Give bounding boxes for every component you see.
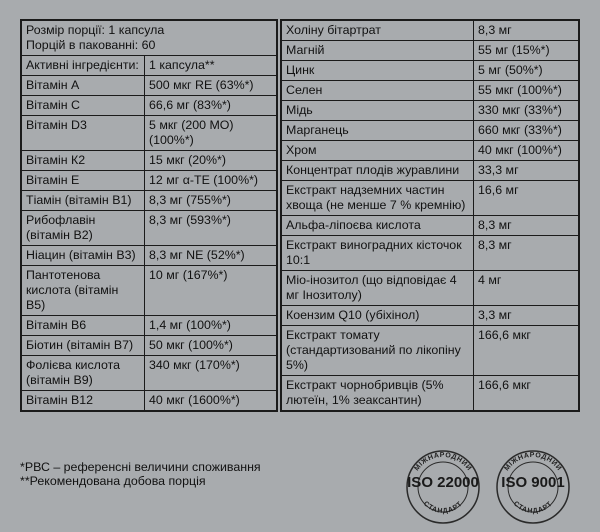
serving-info-row xyxy=(21,20,277,56)
ingredient-value: 15 мкг (20%*) xyxy=(145,151,278,171)
table-row xyxy=(281,20,579,41)
table-row xyxy=(21,246,277,266)
ingredient-name: Екстракт виноградних кісточок 10:1 xyxy=(281,236,474,271)
table-row xyxy=(21,191,277,211)
footnote-rvs: *РВС – референсні величини споживання xyxy=(20,460,261,474)
ingredient-name: Екстракт чорнобривців (5% лютеїн, 1% зеаксантин) xyxy=(281,376,474,412)
ingredient-value: 10 мг (167%*) xyxy=(145,266,278,316)
table-row xyxy=(281,306,579,326)
column-header-row xyxy=(21,56,277,76)
table-row xyxy=(281,41,579,61)
ingredient-name: Міо-інозитол (що відповідає 4 мг Інозитолу) xyxy=(281,271,474,306)
table-row xyxy=(281,101,579,121)
table-row xyxy=(281,181,579,216)
footnote-daily-portion: **Рекомендована добова порція xyxy=(20,474,206,488)
ingredient-name: Екстракт надземних частин хвоща (не менше 7 % кремнію) xyxy=(281,181,474,216)
table-row xyxy=(281,376,579,412)
table-row xyxy=(281,121,579,141)
ingredient-name: Біотин (вітамін В7) xyxy=(21,336,145,356)
ingredient-value: 40 мкг (1600%*) xyxy=(145,391,278,412)
ingredient-value: 8,3 мг (593%*) xyxy=(145,211,278,246)
ingredient-name: Марганець xyxy=(281,121,474,141)
seal-number: ISO 22000 xyxy=(407,474,479,491)
serving-size: Розмір порції: 1 капсула xyxy=(26,23,165,37)
ingredient-name: Екстракт томату (стандартизований по лікопіну 5%) xyxy=(281,326,474,376)
ingredient-name: Магній xyxy=(281,41,474,61)
seal-number: ISO 9001 xyxy=(501,474,565,491)
ingredient-name: Мідь xyxy=(281,101,474,121)
table-row xyxy=(281,81,579,101)
ingredient-name: Концентрат плодів журавлини xyxy=(281,161,474,181)
table-row xyxy=(21,116,277,151)
svg-text:СТАНДАРТ xyxy=(512,500,554,515)
ingredient-name: Вітамін С xyxy=(21,96,145,116)
ingredient-name: Пантотенова кислота (вітамін В5) xyxy=(21,266,145,316)
iso-22000-seal xyxy=(400,447,486,527)
ingredient-value: 16,6 мг xyxy=(474,181,580,216)
ingredient-name: Фолієва кислота (вітамін В9) xyxy=(21,356,145,391)
table-row xyxy=(21,211,277,246)
table-row xyxy=(21,356,277,391)
table-row xyxy=(21,96,277,116)
table-row xyxy=(21,316,277,336)
ingredient-name: Вітамін В12 xyxy=(21,391,145,412)
ingredient-value: 1,4 мг (100%*) xyxy=(145,316,278,336)
table-row xyxy=(281,141,579,161)
right-nutrition-table xyxy=(280,19,580,412)
ingredient-value: 33,3 мг xyxy=(474,161,580,181)
ingredient-value: 5 мкг (200 МО) (100%*) xyxy=(145,116,278,151)
table-row xyxy=(21,171,277,191)
ingredient-name: Вітамін D3 xyxy=(21,116,145,151)
ingredient-value: 55 мг (15%*) xyxy=(474,41,580,61)
table-row xyxy=(21,336,277,356)
ingredient-value: 166,6 мкг xyxy=(474,326,580,376)
ingredient-name: Вітамін В6 xyxy=(21,316,145,336)
table-row xyxy=(281,326,579,376)
table-row xyxy=(281,271,579,306)
ingredient-value: 66,6 мг (83%*) xyxy=(145,96,278,116)
ingredient-value: 8,3 мг xyxy=(474,20,580,41)
table-row xyxy=(21,266,277,316)
ingredient-value: 50 мкг (100%*) xyxy=(145,336,278,356)
servings-per-pack: Порцій в пакованні: 60 xyxy=(26,38,156,52)
ingredient-value: 5 мг (50%*) xyxy=(474,61,580,81)
ingredient-value: 8,3 мг (755%*) xyxy=(145,191,278,211)
table-row xyxy=(281,161,579,181)
iso-9001-seal xyxy=(490,447,576,527)
ingredient-value: 3,3 мг xyxy=(474,306,580,326)
ingredient-name: Хром xyxy=(281,141,474,161)
seal-bottom-text: СТАНДАРТ xyxy=(421,500,465,516)
ingredient-value: 660 мкг (33%*) xyxy=(474,121,580,141)
ingredient-name: Ніацин (вітамін В3) xyxy=(21,246,145,266)
header-per-capsule: 1 капсула** xyxy=(145,56,278,76)
ingredient-value: 166,6 мкг xyxy=(474,376,580,412)
ingredient-name: Цинк xyxy=(281,61,474,81)
ingredient-value: 40 мкг (100%*) xyxy=(474,141,580,161)
left-nutrition-table xyxy=(20,19,278,412)
ingredient-name: Коензим Q10 (убіхінол) xyxy=(281,306,474,326)
ingredient-name: Вітамін К2 xyxy=(21,151,145,171)
ingredient-value: 12 мг α-TE (100%*) xyxy=(145,171,278,191)
ingredient-value: 330 мкг (33%*) xyxy=(474,101,580,121)
ingredient-name: Альфа-ліпоєва кислота xyxy=(281,216,474,236)
seal-top-text: МІЖНАРОДНИЙ xyxy=(503,451,563,473)
table-row xyxy=(21,391,277,412)
ingredient-name: Тіамін (вітамін В1) xyxy=(21,191,145,211)
ingredient-value: 340 мкг (170%*) xyxy=(145,356,278,391)
ingredient-value: 500 мкг RE (63%*) xyxy=(145,76,278,96)
table-row xyxy=(21,151,277,171)
ingredient-value: 4 мг xyxy=(474,271,580,306)
table-row xyxy=(281,216,579,236)
header-active-ingredients: Активні інгредієнти: xyxy=(21,56,145,76)
ingredient-value: 8,3 мг NE (52%*) xyxy=(145,246,278,266)
table-row xyxy=(281,61,579,81)
ingredient-value: 55 мкг (100%*) xyxy=(474,81,580,101)
ingredient-name: Рибофлавін (вітамін В2) xyxy=(21,211,145,246)
ingredient-name: Вітамін Е xyxy=(21,171,145,191)
table-row xyxy=(21,76,277,96)
serving-info xyxy=(21,20,277,56)
seal-top-text: МІЖНАРОДНИЙ xyxy=(413,451,473,473)
footnotes xyxy=(20,460,261,488)
ingredient-name: Селен xyxy=(281,81,474,101)
ingredient-name: Вітамін А xyxy=(21,76,145,96)
seal-bottom-text: СТАНДАРТ xyxy=(511,500,555,516)
ingredient-value: 8,3 мг xyxy=(474,216,580,236)
svg-text:СТАНДАРТ xyxy=(422,500,464,515)
ingredient-value: 8,3 мг xyxy=(474,236,580,271)
ingredient-name: Холіну бітартрат xyxy=(281,20,474,41)
table-row xyxy=(281,236,579,271)
